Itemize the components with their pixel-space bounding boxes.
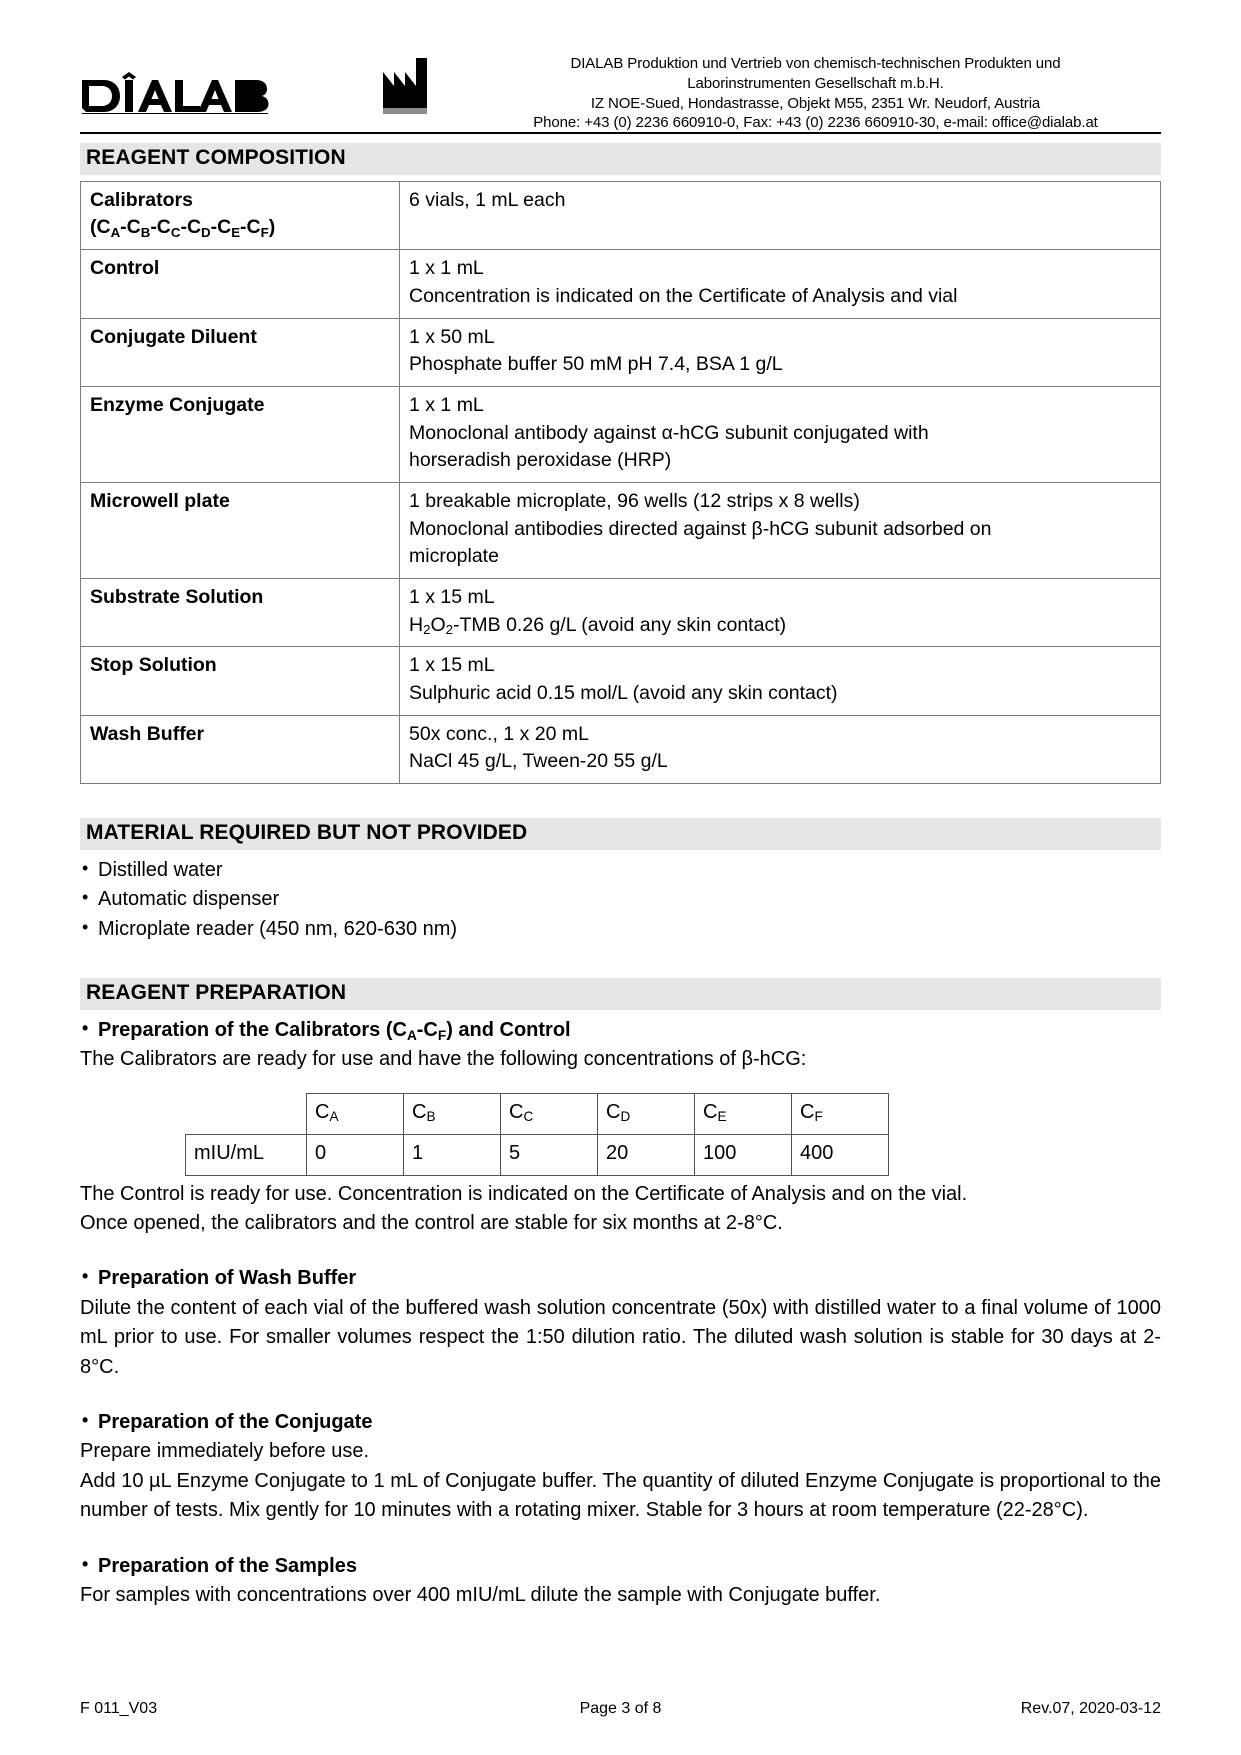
row-value-stop-solution	[400, 647, 1161, 715]
value-line: NaCl 45 g/L, Tween-20 55 g/L	[409, 750, 668, 773]
row-value-control	[400, 250, 1161, 318]
section-heading-material-required: MATERIAL REQUIRED BUT NOT PROVIDED	[80, 818, 1161, 850]
table-row	[81, 250, 1161, 318]
value-line: microplate	[409, 545, 499, 568]
list-item: • Distilled water	[80, 856, 1161, 885]
row-value-wash-buffer	[400, 715, 1161, 783]
calibrator-concentration-table-wrapper	[80, 1093, 1161, 1176]
row-label-wash-buffer: Wash Buffer	[81, 715, 400, 783]
row-value-microwell-plate	[400, 482, 1161, 578]
value-line: 1 x 1 mL	[409, 393, 484, 416]
manufacturer-symbol	[360, 50, 470, 116]
list-item: • Automatic dispenser	[80, 885, 1161, 914]
table-row	[186, 1134, 889, 1175]
value-cc: 5	[501, 1134, 598, 1175]
value-cf: 400	[792, 1134, 889, 1175]
table-row	[81, 579, 1161, 647]
list-item: • Microplate reader (450 nm, 620-630 nm)	[80, 915, 1161, 944]
value-cd: 20	[598, 1134, 695, 1175]
section-heading-reagent-preparation: REAGENT PREPARATION	[80, 978, 1161, 1010]
row-label-stop-solution: Stop Solution	[81, 647, 400, 715]
row-label-microwell-plate: Microwell plate	[81, 482, 400, 578]
table-row	[81, 482, 1161, 578]
column-header-ca: $C_A$	[307, 1093, 404, 1134]
samples-text: For samples with concentrations over 400 mIU/mL dilute the sample with Conjugate buffer.	[80, 1583, 881, 1606]
factory-icon	[379, 56, 451, 116]
value-line: 1 x 1 mL	[409, 257, 484, 280]
control-ready-text-line1: The Control is ready for use. Concentration is indicated on the Certificate of Analysis and on the vial.	[80, 1182, 968, 1205]
value-line: Monoclonal antibody against α-hCG subunit conjugated with	[409, 421, 929, 444]
table-row	[81, 386, 1161, 482]
row-label-substrate-solution: Substrate Solution	[81, 579, 400, 647]
spacer	[80, 1526, 1161, 1552]
subheading-preparation-samples: • Preparation of the Samples	[80, 1552, 1161, 1581]
column-header-cf: $C_F$	[792, 1093, 889, 1134]
row-value-conjugate-diluent	[400, 318, 1161, 386]
spacer	[80, 1382, 1161, 1408]
address-line-4: Phone: +43 (0) 2236 660910-0, Fax: +43 (0) 2236 660910-30, e-mail: office@dialab.at	[533, 114, 1098, 132]
company-logo	[80, 50, 360, 114]
row-value-substrate-solution	[400, 579, 1161, 647]
column-header-cb: $C_B$	[404, 1093, 501, 1134]
value-line: Phosphate buffer 50 mM pH 7.4, BSA 1 g/L	[409, 353, 783, 376]
wash-buffer-text: Dilute the content of each vial of the buffered wash solution concentrate (50x) with distilled water to a final volume of 1000 mL prior to use. For smaller volumes respect the 1:50 dilution ratio. The diluted wash solution is stable for 30 days at 2-8°C.	[80, 1296, 1161, 1378]
table-row	[81, 647, 1161, 715]
value-ca: 0	[307, 1134, 404, 1175]
conjugate-text: Add 10 µL Enzyme Conjugate to 1 mL of Conjugate buffer. The quantity of diluted Enzyme Conjugate is proportional to the number of tests. Mix gently for 10 minutes with a rotating mixer. Stable for 3 hours at room temperature (22-28°C).	[80, 1469, 1161, 1522]
value-line: Monoclonal antibodies directed against β-hCG subunit adsorbed on	[409, 517, 992, 540]
address-line-3: IZ NOE-Sued, Hondastrasse, Objekt M55, 2351 Wr. Neudorf, Austria	[590, 94, 1041, 112]
column-header-cc: $C_C$	[501, 1093, 598, 1134]
calibrators-intro-text: The Calibrators are ready for use and have the following concentrations of β-hCG:	[80, 1048, 807, 1071]
value-line: Sulphuric acid 0.15 mol/L (avoid any skin contact)	[409, 682, 838, 705]
address-line-2: Laborinstrumenten Gesellschaft m.b.H.	[687, 74, 944, 92]
row-label-control: Control	[81, 250, 400, 318]
table-row	[81, 715, 1161, 783]
value-line: horseradish peroxidase (HRP)	[409, 449, 672, 472]
value-line-substrate-formula: $H_2O_2$-TMB 0.26 g/L (avoid any skin contact)	[409, 613, 787, 638]
table-row	[81, 181, 1161, 249]
value-line: 1 x 15 mL	[409, 654, 495, 677]
value-cb: 1	[404, 1134, 501, 1175]
value-line: 1 breakable microplate, 96 wells (12 strips x 8 wells)	[409, 489, 860, 512]
document-header	[80, 50, 1161, 132]
material-required-list	[80, 856, 1161, 944]
row-label-enzyme-conjugate: Enzyme Conjugate	[81, 386, 400, 482]
column-header-cd: $C_D$	[598, 1093, 695, 1134]
footer-page-number: Page 3 of 8	[579, 1700, 662, 1718]
document-footer	[80, 1699, 1161, 1720]
control-ready-text-line2: Once opened, the calibrators and the control are stable for six months at 2-8°C.	[80, 1212, 783, 1235]
label-main: Calibrators	[90, 188, 193, 211]
conjugate-line1: Prepare immediately before use.	[80, 1440, 370, 1463]
footer-document-code: F 011_V03	[80, 1700, 158, 1718]
value-line: 6 vials, 1 mL each	[409, 188, 566, 211]
subheading-preparation-conjugate: • Preparation of the Conjugate	[80, 1408, 1161, 1437]
value-line: 50x conc., 1 x 20 mL	[409, 722, 589, 745]
label-calibrator-codes: $(C_A-C_B-C_C-C_D-C_E-C_F)$	[90, 216, 276, 241]
table-header-row	[186, 1093, 889, 1134]
row-label-calibrators	[81, 181, 400, 249]
value-ce: 100	[695, 1134, 792, 1175]
value-line: Concentration is indicated on the Certificate of Analysis and vial	[409, 284, 958, 307]
reagent-composition-table	[80, 181, 1161, 784]
row-value-enzyme-conjugate	[400, 386, 1161, 482]
value-line: 1 x 15 mL	[409, 586, 495, 609]
subheading-preparation-calibrators: • Preparation of the Calibrators $(C_A-C_F)$ and Control	[80, 1016, 1161, 1045]
company-address	[470, 50, 1161, 133]
corner-cell	[186, 1093, 307, 1134]
spacer	[80, 1238, 1161, 1264]
dialab-logo-icon	[80, 68, 270, 114]
calibrator-concentration-table	[185, 1093, 889, 1176]
column-header-ce: $C_E$	[695, 1093, 792, 1134]
section-heading-reagent-composition: REAGENT COMPOSITION	[80, 143, 1161, 175]
row-label-conjugate-diluent: Conjugate Diluent	[81, 318, 400, 386]
address-line-1: DIALAB Produktion und Vertrieb von chemisch-technischen Produkten und	[570, 55, 1061, 72]
row-label-unit: mIU/mL	[186, 1134, 307, 1175]
table-row	[81, 318, 1161, 386]
subheading-preparation-wash-buffer: • Preparation of Wash Buffer	[80, 1264, 1161, 1293]
value-line: 1 x 50 mL	[409, 325, 495, 348]
row-value-calibrators	[400, 181, 1161, 249]
footer-revision: Rev.07, 2020-03-12	[1020, 1700, 1161, 1718]
